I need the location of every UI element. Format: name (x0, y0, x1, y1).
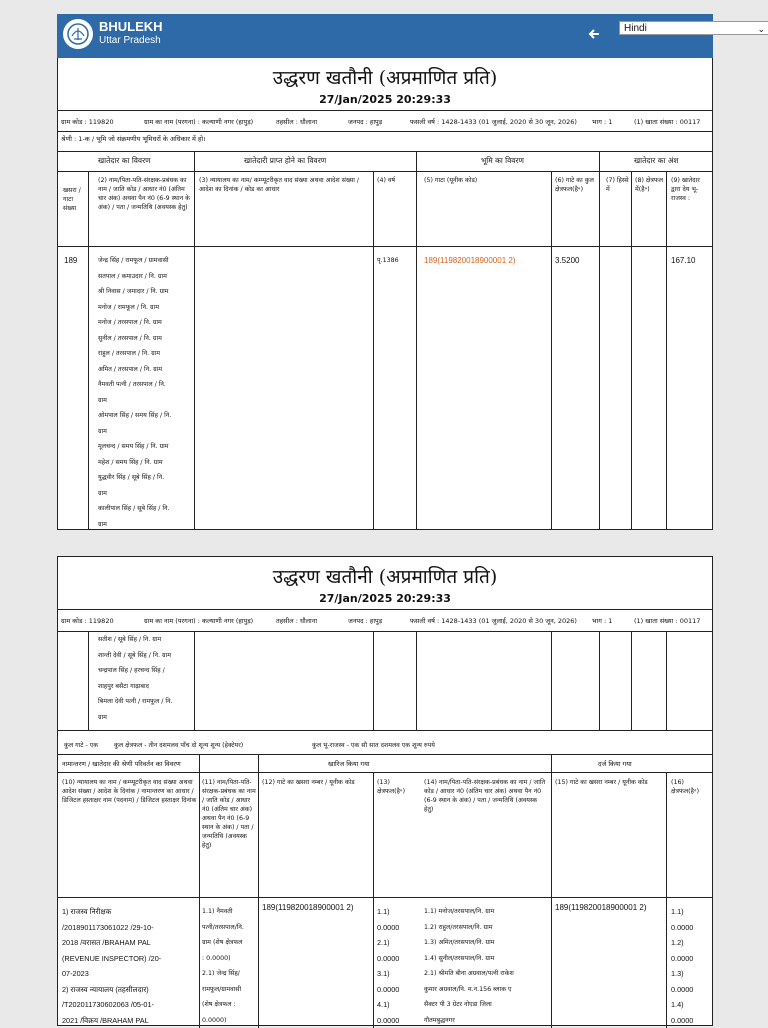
removed-owner-line: 2.1) जेन्द्र सिंह/ (202, 966, 256, 982)
owner-name-line: ग्राम (98, 710, 192, 726)
added-owner-line: 1.3) अमित/तरसपाल/नि. ग्राम (424, 935, 548, 951)
mutation-line: 1) राजस्व निरीक्षक (62, 904, 197, 920)
doc-title-2: उद्धरण खतौनी (अप्रमाणित प्रति) (58, 563, 712, 589)
col-16-header: (16) क्षेत्रफल(है॰) (671, 778, 711, 796)
col-4-header: (4) वर्ष (377, 176, 407, 185)
col-15-header: (15) गाटे का खसरा नम्बर / यूनीक कोड (555, 778, 663, 787)
language-value: Hindi (624, 23, 647, 34)
section-ansh: खातेदार का अंश (634, 156, 679, 166)
meta-khata: (1) खाता संख्या : 00117 (634, 616, 700, 625)
added-owners (424, 904, 548, 1028)
owner-name-line: राहुल / तरसपाल / नि. ग्राम (98, 346, 192, 362)
mutation-line: (REVENUE INSPECTOR) /20- (62, 951, 197, 967)
doc-title: उद्धरण खतौनी (अप्रमाणित प्रति) (58, 64, 712, 90)
added-owner-line: 1.4) सुनील/तरसपाल/नि. ग्राम (424, 951, 548, 967)
khatauni-page-2 (57, 556, 713, 1026)
owner-name-line: सतपाल / कमाउदार / नि. ग्राम (98, 269, 192, 285)
added-owner-line: 1.1) मनोज/तरसपाल/नि. ग्राम (424, 904, 548, 920)
added-owner-line: गौतमबुद्धनगर (424, 1013, 548, 1028)
col-1-header: खसरा / गाटा संख्या (63, 186, 87, 213)
added-owner-line: कुमार अग्रवाल/नि. म.न.156 ब्लाक ए (424, 982, 548, 998)
removed-owner-line: रामफूल/ग्रामवासी (202, 982, 256, 998)
owner-name-line: ग्राम (98, 424, 192, 440)
owner-name-line: मूलचन्द / समय सिंह / नि. ग्राम (98, 439, 192, 455)
owner-name-line: बिमला देवी पत्नी / रामफूल / नि. (98, 694, 192, 710)
total-area-words: कुल क्षेत्रफल - तीन दशमलव पाँच दो शून्य शून्य (हेक्टेयर) (114, 741, 243, 750)
owner-name-line: ओमपाल सिंह / समय सिंह / नि. (98, 408, 192, 424)
added-owner-line: सैक्टर पी 3 ग्रेटर नोएडा जिला (424, 997, 548, 1013)
col-13-header: (13) क्षेत्रफल(है॰) (377, 778, 407, 796)
removed-owner-line: पत्नी/तरसपाल/नि. (202, 920, 256, 936)
removed-area-line: 0.0000 (377, 1013, 399, 1028)
mutation-line: 2021 /विक्रय /BRAHAM PAL (62, 1013, 197, 1028)
mutation-details (62, 904, 197, 1028)
page-gap (0, 530, 768, 556)
col-7-header: (7) हिस्से में (606, 176, 630, 194)
col-8-header: (8) क्षेत्रफल में(है॰) (635, 176, 665, 194)
gata-unique-code-link[interactable]: 189(119820018900001 2) (424, 253, 516, 269)
section-darj: दर्ज किया गया (598, 759, 632, 769)
total-gata: कुल गाटे - एक (64, 741, 98, 750)
section-khatedari: खातेदारी प्राप्त होने का विवरण (244, 156, 326, 166)
meta-khata: (1) खाता संख्या : 00117 (634, 117, 700, 126)
khasra-number: 189 (64, 253, 77, 269)
continuation-table (58, 631, 712, 1028)
removed-area-line: 3.1) (377, 966, 399, 982)
owner-name-line: सुनील / तरसपाल / नि. ग्राम (98, 331, 192, 347)
owner-name-line: श्री निवास / जमादार / नि. ग्राम (98, 284, 192, 300)
added-gata-code: 189(119820018900001 2) (555, 900, 647, 916)
removed-area-line: 0.0000 (377, 982, 399, 998)
meta-row-2 (58, 609, 712, 630)
added-area-line: 0.0000 (671, 1013, 693, 1028)
doc-datetime-2: 27/Jan/2025 20:29:33 (58, 589, 712, 609)
section-bhumi: भूमि का विवरण (481, 156, 524, 166)
owner-names-continued (98, 632, 192, 725)
owner-name-line: नैमवती पत्नी / तरसपाल / नि. (98, 377, 192, 393)
removed-owner-line: : 0.0000) (202, 951, 256, 967)
owner-name-line: अमित / तरसपाल / नि. ग्राम (98, 362, 192, 378)
added-area-line: 1.1) (671, 904, 693, 920)
owner-name-line: ग्राम (98, 393, 192, 409)
meta-bhag: भाग : 1 (592, 616, 612, 625)
doc-datetime: 27/Jan/2025 20:29:33 (58, 90, 712, 110)
brand-state: Uttar Pradesh (99, 34, 163, 48)
owner-name-line: ग्राम (98, 517, 192, 533)
owner-names (98, 253, 192, 532)
col-3-header: (3) न्यायालय का नाम/ कम्प्यूटरीकृत वाद संख्या अथवा आदेश संख्या / आदेश का दिनांक / कोड का आधार (199, 176, 369, 194)
owner-name-line: मनोज / तरसपाल / नि. ग्राम (98, 315, 192, 331)
removed-area-line: 2.1) (377, 935, 399, 951)
section-kharij: खारिज किया गया (328, 759, 370, 769)
owner-name-line: शान्ती देवी / सूबे सिंह / नि. ग्राम (98, 648, 192, 664)
meta-gram-name: ग्राम का नाम (परगना) : कल्याणी नगर (हापुड़) (144, 117, 253, 126)
removed-area-line: 0.0000 (377, 951, 399, 967)
col-6-header: (6) गाटे का कुल क्षेत्रफल(है॰) (555, 176, 597, 194)
added-area (671, 904, 693, 1028)
added-area-line: 1.4) (671, 997, 693, 1013)
added-owner-line: 2.1) श्रीमति बीना अग्रवाल/पत्नी राकेश (424, 966, 548, 982)
chevron-down-icon: ⌄ (757, 22, 765, 36)
added-area-line: 1.2) (671, 935, 693, 951)
meta-janpad: जनपद : हापुड़ (348, 117, 382, 126)
app-header (57, 14, 713, 58)
meta-gram-code: ग्राम कोड : 119820 (61, 117, 114, 126)
khatauni-page-1 (57, 58, 713, 530)
owner-name-line: ग्राम (98, 486, 192, 502)
added-area-line: 0.0000 (671, 920, 693, 936)
col-11-header: (11) नाम/पिता-पति-संरक्षक-प्रबंधक का नाम / जाति कोड / आधार नं0 (अंतिम चार अंक) अथवा पैन नं0 (6-9 स्थान के अंक) / पता / जन्मतिथि (अवयस्क हेतु) (202, 778, 256, 850)
year-value: पृ.1386 (377, 256, 399, 265)
removed-owners (202, 904, 256, 1028)
removed-area-line: 0.0000 (377, 920, 399, 936)
mutation-line: /2018901173061022 /29-10- (62, 920, 197, 936)
col-5-header: (5) गाटा (यूनीक कोड) (424, 176, 544, 185)
owner-name-line: सतीश / सूबे सिंह / नि. ग्राम (98, 632, 192, 648)
meta-gram-code: ग्राम कोड : 119820 (61, 616, 114, 625)
total-revenue-words: कुल भू-राजस्व - एक सौ सात दशमलव एक शून्य रुपये (312, 741, 435, 750)
meta-tehsil: तहसील : धौलाना (276, 616, 317, 625)
section-mutation: नामान्तरण / खातेदार की श्रेणी परिवर्तन का विवरण (62, 759, 181, 769)
meta-janpad: जनपद : हापुड़ (348, 616, 382, 625)
removed-gata-code: 189(119820018900001 2) (262, 900, 354, 916)
col-2-header: (2) नाम/पिता-पति-संरक्षक-प्रबंधक का नाम / जाति कोड / आधार नं0 (अंतिम चार अंक) अथवा पैन नं0 (6-9 स्थान के अंक) / पता / जन्मतिथि (अवयस्क हेतु) (98, 176, 192, 212)
meta-fasli: फसली वर्ष : 1428-1433 (01 जुलाई, 2020 से 30 जून, 2026) (410, 117, 577, 126)
meta-row (58, 110, 712, 131)
added-area-line: 1.3) (671, 966, 693, 982)
added-area-line: 0.0000 (671, 951, 693, 967)
removed-area-line: 4.1) (377, 997, 399, 1013)
removed-owner-line: (शेष क्षेत्रफल : (202, 997, 256, 1013)
section-khatedar: खातेदार का विवरण (98, 156, 151, 166)
added-area-line: 0.0000 (671, 982, 693, 998)
col-12-header: (12) गाटे का खसरा नम्बर / यूनीक कोड (262, 778, 372, 787)
owner-name-line: महेश / समय सिंह / नि. ग्राम (98, 455, 192, 471)
meta-tehsil: तहसील : धौलाना (276, 117, 317, 126)
brand[interactable] (99, 20, 163, 48)
removed-owner-line: 0.0000) (202, 1013, 256, 1028)
back-arrow-icon[interactable] (587, 26, 601, 40)
mutation-line: 2018 /वरासत /BRAHAM PAL (62, 935, 197, 951)
total-area: 3.5200 (555, 253, 579, 269)
mutation-line: /T202011730602063 /05-01- (62, 997, 197, 1013)
removed-area-line: 1.1) (377, 904, 399, 920)
owner-name-line: मनोज / रामफूल / नि. ग्राम (98, 300, 192, 316)
meta-fasli: फसली वर्ष : 1428-1433 (01 जुलाई, 2020 से 30 जून, 2026) (410, 616, 577, 625)
mutation-line: 2) राजस्व न्यायालय (तहसीलदार) (62, 982, 197, 998)
meta-gram-name: ग्राम का नाम (परगना) : कल्याणी नगर (हापुड़) (144, 616, 253, 625)
land-revenue: 167.10 (671, 253, 695, 269)
meta-bhag: भाग : 1 (592, 117, 612, 126)
category-line: श्रेणी : 1-क / भूमि जो संक्रमणीय भूमिधरों के अधिकार में हो। (58, 131, 712, 146)
removed-owner-line: 1.1) नैमवती (202, 904, 256, 920)
owner-name-line: जेन्द्र सिंह / रामफूल / ग्रामवासी (98, 253, 192, 269)
main-table (58, 151, 712, 531)
language-select[interactable] (619, 21, 768, 35)
owner-name-line: शाहपुर बसैटा गाढ़ाबाद (98, 679, 192, 695)
owner-name-line: युद्धवीर सिंह / सूबे सिंह / नि. (98, 470, 192, 486)
up-emblem-icon (63, 19, 93, 49)
owner-name-line: चन्द्रपाल सिंह / हरचन्द सिंह / (98, 663, 192, 679)
col-10-header: (10) न्यायालय का नाम / कम्प्यूटरीकृत वाद संख्या अथवा आदेश संख्या / आदेश के दिनांक / नामान्तरण का आधार / डिजिटल हस्ताक्षर नाम (पदनाम) / डिजिटल हस्ताक्षर दिनांक (62, 778, 197, 805)
mutation-line: 07-2023 (62, 966, 197, 982)
owner-name-line: कालीपाल सिंह / सूबे सिंह / नि. (98, 501, 192, 517)
brand-title: BHULEKH (99, 20, 163, 34)
removed-owner-line: ग्राम (शेष क्षेत्रफल (202, 935, 256, 951)
added-owner-line: 1.2) राहुल/तरसपाल/नि. ग्राम (424, 920, 548, 936)
removed-area (377, 904, 399, 1028)
col-14-header: (14) नाम/पिता-पति-संरक्षक-प्रबंधक का नाम / जाति कोड / आधार नं0 (अंतिम चार अंक) अथवा पैन नं0 (6-9 स्थान के अंक) / पता / जन्मतिथि (अवयस्क हेतु) (424, 778, 548, 814)
col-9-header: (9) खातेदार द्वारा देय भू-राजस्व : (671, 176, 711, 203)
